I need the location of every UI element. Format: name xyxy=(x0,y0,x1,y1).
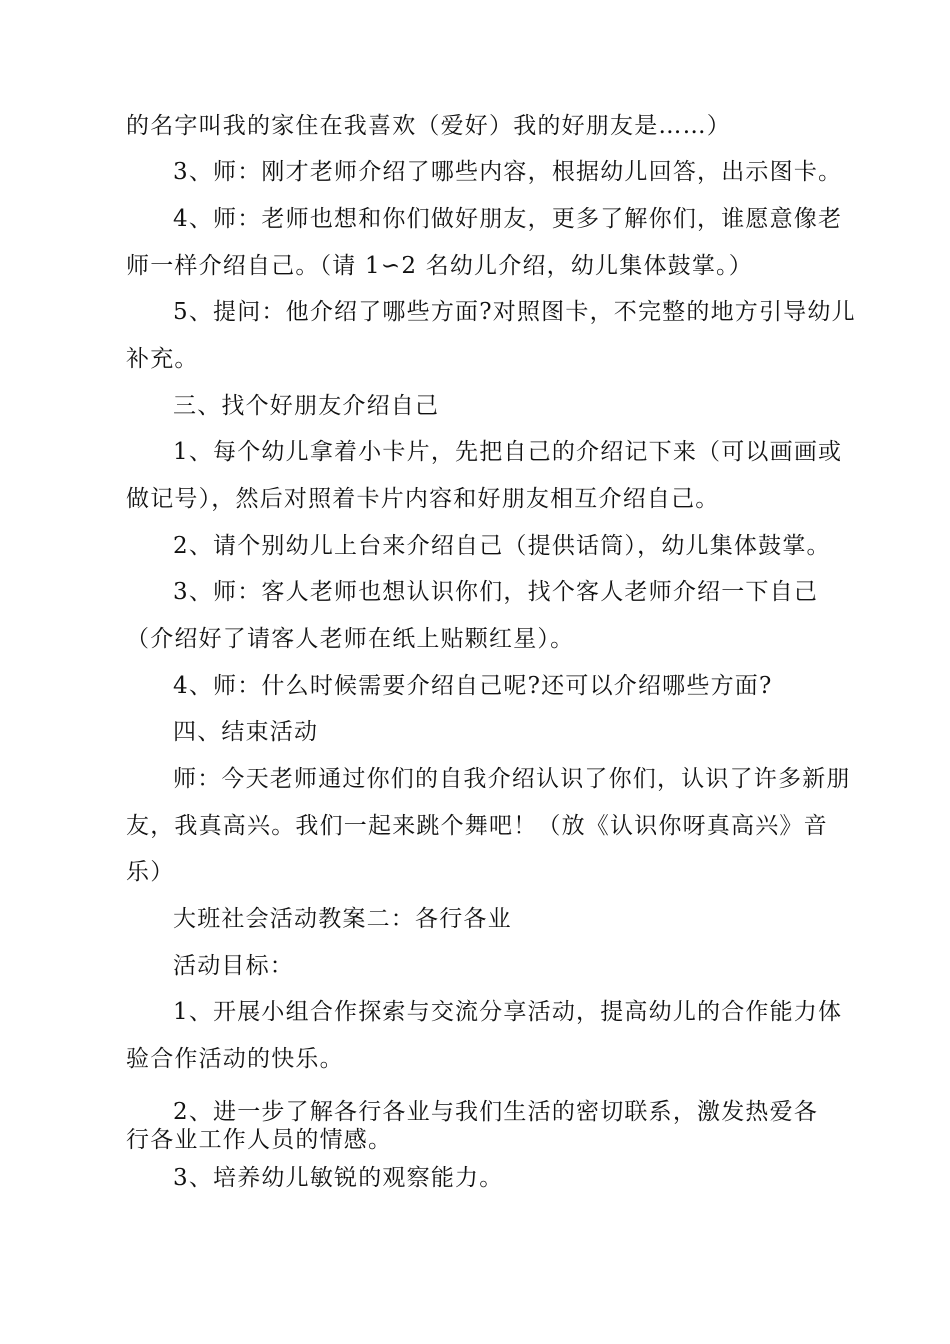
text-line: 行各业工作人员的情感。 xyxy=(126,1127,393,1153)
section-heading: 三、找个好朋友介绍自己 xyxy=(173,393,440,419)
text-line: 5、提问：他介绍了哪些方面?对照图卡，不完整的地方引导幼儿 xyxy=(173,299,856,325)
text-line: 活动目标： xyxy=(173,953,294,979)
text-line: 的名字叫我的家住在我喜欢（爱好）我的好朋友是……） xyxy=(126,113,731,139)
text-line: 3、培养幼儿敏锐的观察能力。 xyxy=(173,1165,504,1191)
text-line: 2、进一步了解各行各业与我们生活的密切联系，激发热爱各 xyxy=(173,1099,819,1125)
section-heading: 四、结束活动 xyxy=(173,719,319,745)
text-line: 补充。 xyxy=(126,346,199,372)
text-line: 师一样介绍自己。（请 1∽2 名幼儿介绍，幼儿集体鼓掌。） xyxy=(126,253,753,279)
text-line: 1、每个幼儿拿着小卡片，先把自己的介绍记下来（可以画画或 xyxy=(173,439,843,465)
text-line: 友，我真高兴。我们一起来跳个舞吧！（放《认识你呀真高兴》音 xyxy=(126,813,828,839)
text-line: 4、师：什么时候需要介绍自己呢?还可以介绍哪些方面? xyxy=(173,673,773,699)
text-line: 1、开展小组合作探索与交流分享活动，提高幼儿的合作能力体 xyxy=(173,999,843,1025)
text-line: 3、师：刚才老师介绍了哪些内容，根据幼儿回答，出示图卡。 xyxy=(173,159,843,185)
text-line: 2、请个别幼儿上台来介绍自己（提供话筒），幼儿集体鼓掌。 xyxy=(173,533,831,559)
text-line: 验合作活动的快乐。 xyxy=(126,1046,344,1072)
text-line: 4、师：老师也想和你们做好朋友，更多了解你们，谁愿意像老 xyxy=(173,206,843,232)
text-line: 3、师：客人老师也想认识你们，找个客人老师介绍一下自己 xyxy=(173,579,819,605)
text-line: （介绍好了请客人老师在纸上贴颗红星）。 xyxy=(126,626,575,652)
text-line: 做记号），然后对照着卡片内容和好朋友相互介绍自己。 xyxy=(126,486,720,512)
text-line: 师：今天老师通过你们的自我介绍认识了你们，认识了许多新朋 xyxy=(173,766,851,792)
section-heading: 大班社会活动教案二：各行各业 xyxy=(173,906,512,932)
text-line: 乐） xyxy=(126,859,175,885)
